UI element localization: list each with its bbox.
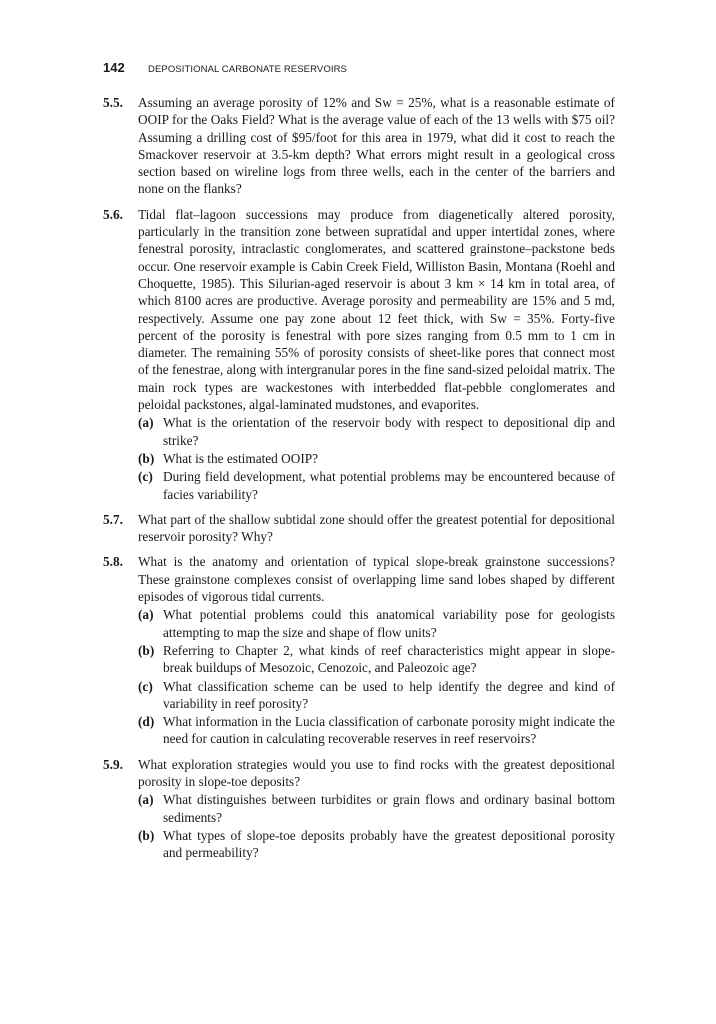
problem-number: 5.7. <box>103 511 123 527</box>
sub-question-label: (d) <box>138 714 155 730</box>
sub-question-text: What classification scheme can be used to help identify the degree and kind of variability in reef porosity? <box>163 678 615 711</box>
sub-question-text: What potential problems could this anatomical variability pose for geologists attempting to map the size and shape of flow units? <box>163 607 615 640</box>
problem-5-6 <box>103 206 615 503</box>
problem-5-8 <box>103 553 615 747</box>
sub-question <box>138 414 615 449</box>
page-number: 142 <box>103 60 125 75</box>
sub-question-text: Referring to Chapter 2, what kinds of reef characteristics might appear in slope-break buildups of Mesozoic, Cenozoic, and Paleozoic age? <box>163 642 615 676</box>
problem-5-9 <box>103 756 615 862</box>
sub-question-text: During field development, what potential problems may be encountered because of facies variability? <box>163 469 615 502</box>
sub-question-text: What distinguishes between turbidites or grain flows and ordinary basinal bottom sediments? <box>163 792 615 825</box>
sub-question <box>138 450 615 467</box>
sub-question <box>138 678 615 713</box>
sub-question-text: What types of slope-toe deposits probably have the greatest depositional porosity and permeability? <box>163 827 615 861</box>
problem-number: 5.8. <box>103 554 123 570</box>
problem-text: What exploration strategies would you use to find rocks with the greatest depositional porosity in slope-toe deposits? <box>138 756 615 789</box>
sub-question-label: (a) <box>138 792 154 808</box>
problem-number: 5.5. <box>103 95 123 110</box>
problem-text: What is the anatomy and orientation of typical slope-break grainstone successions? These grainstone complexes consist of overlapping lime sand lobes shaped by different episodes of vigorous tidal currents. <box>138 554 615 605</box>
sub-question-label: (b) <box>138 642 155 658</box>
sub-question <box>138 606 615 641</box>
problem-number: 5.6. <box>103 206 123 222</box>
sub-question-text: What is the orientation of the reservoir body with respect to depositional dip and strike? <box>163 415 615 448</box>
sub-question <box>138 791 615 826</box>
problem-5-5 <box>103 94 615 198</box>
sub-question-label: (a) <box>138 607 154 623</box>
sub-question-label: (a) <box>138 415 154 431</box>
problem-text: Tidal flat–lagoon successions may produce from diagenetically altered porosity, particularly in the transition zone between supratidal and upper intertidal zones, where fenestral porosity, intraclastic conglomerates, and scattered grainstone–packstone beds occur. One reservoir example is Cabin Creek Field, Williston Basin, Montana (Roehl and Choquette, 1985). This Silurian-aged reservoir is about 3 km × 14 km in total area, of which 8100 acres are productive. Average porosity and permeability are 15% and 5 md, respectively. Assume one pay zone about 12 feet thick, with Sw = 35%. Forty-five percent of the porosity is fenestral with pore sizes ranging from 0.5 mm to 1 cm in diameter. The remaining 55% of porosity consists of sheet-like pores that connect most of the fenestrae, along with intergranular pores in the fine sand-sized peloidal matrix. The main rock types are wackestones with interbedded flat-pebble conglomerates and peloidal packstones, algal-laminated mudstones, and evaporites. <box>138 206 615 413</box>
sub-question <box>138 468 615 503</box>
problems-list <box>103 94 615 869</box>
sub-question-label: (c) <box>138 678 153 694</box>
page-header <box>103 60 623 75</box>
sub-question-label: (b) <box>138 450 155 466</box>
running-title: DEPOSITIONAL CARBONATE RESERVOIRS <box>148 64 347 75</box>
problem-text: What part of the shallow subtidal zone should offer the greatest potential for depositional reservoir porosity? Why? <box>138 511 615 545</box>
sub-question <box>138 713 615 748</box>
problem-5-7 <box>103 511 615 546</box>
sub-question-label: (b) <box>138 827 155 843</box>
sub-question-text: What information in the Lucia classification of carbonate porosity might indicate the need for caution in calculating recoverable reserves in reef reservoirs? <box>163 714 615 747</box>
problem-text: Assuming an average porosity of 12% and Sw = 25%, what is a reasonable estimate of OOIP for the Oaks Field? What is the average value of each of the 13 wells with $75 oil? Assuming a drilling cost of $95/foot for this area in 1979, what did it cost to reach the Smackover reservoir at 3.5-km depth? What errors might result in a geological cross section based on wireline logs from three wells, each in the center of the barriers and none on the flanks? <box>138 95 615 197</box>
sub-question-label: (c) <box>138 469 153 485</box>
sub-question <box>138 827 615 862</box>
sub-question-text: What is the estimated OOIP? <box>163 450 319 466</box>
sub-question <box>138 642 615 677</box>
problem-number: 5.9. <box>103 756 123 772</box>
